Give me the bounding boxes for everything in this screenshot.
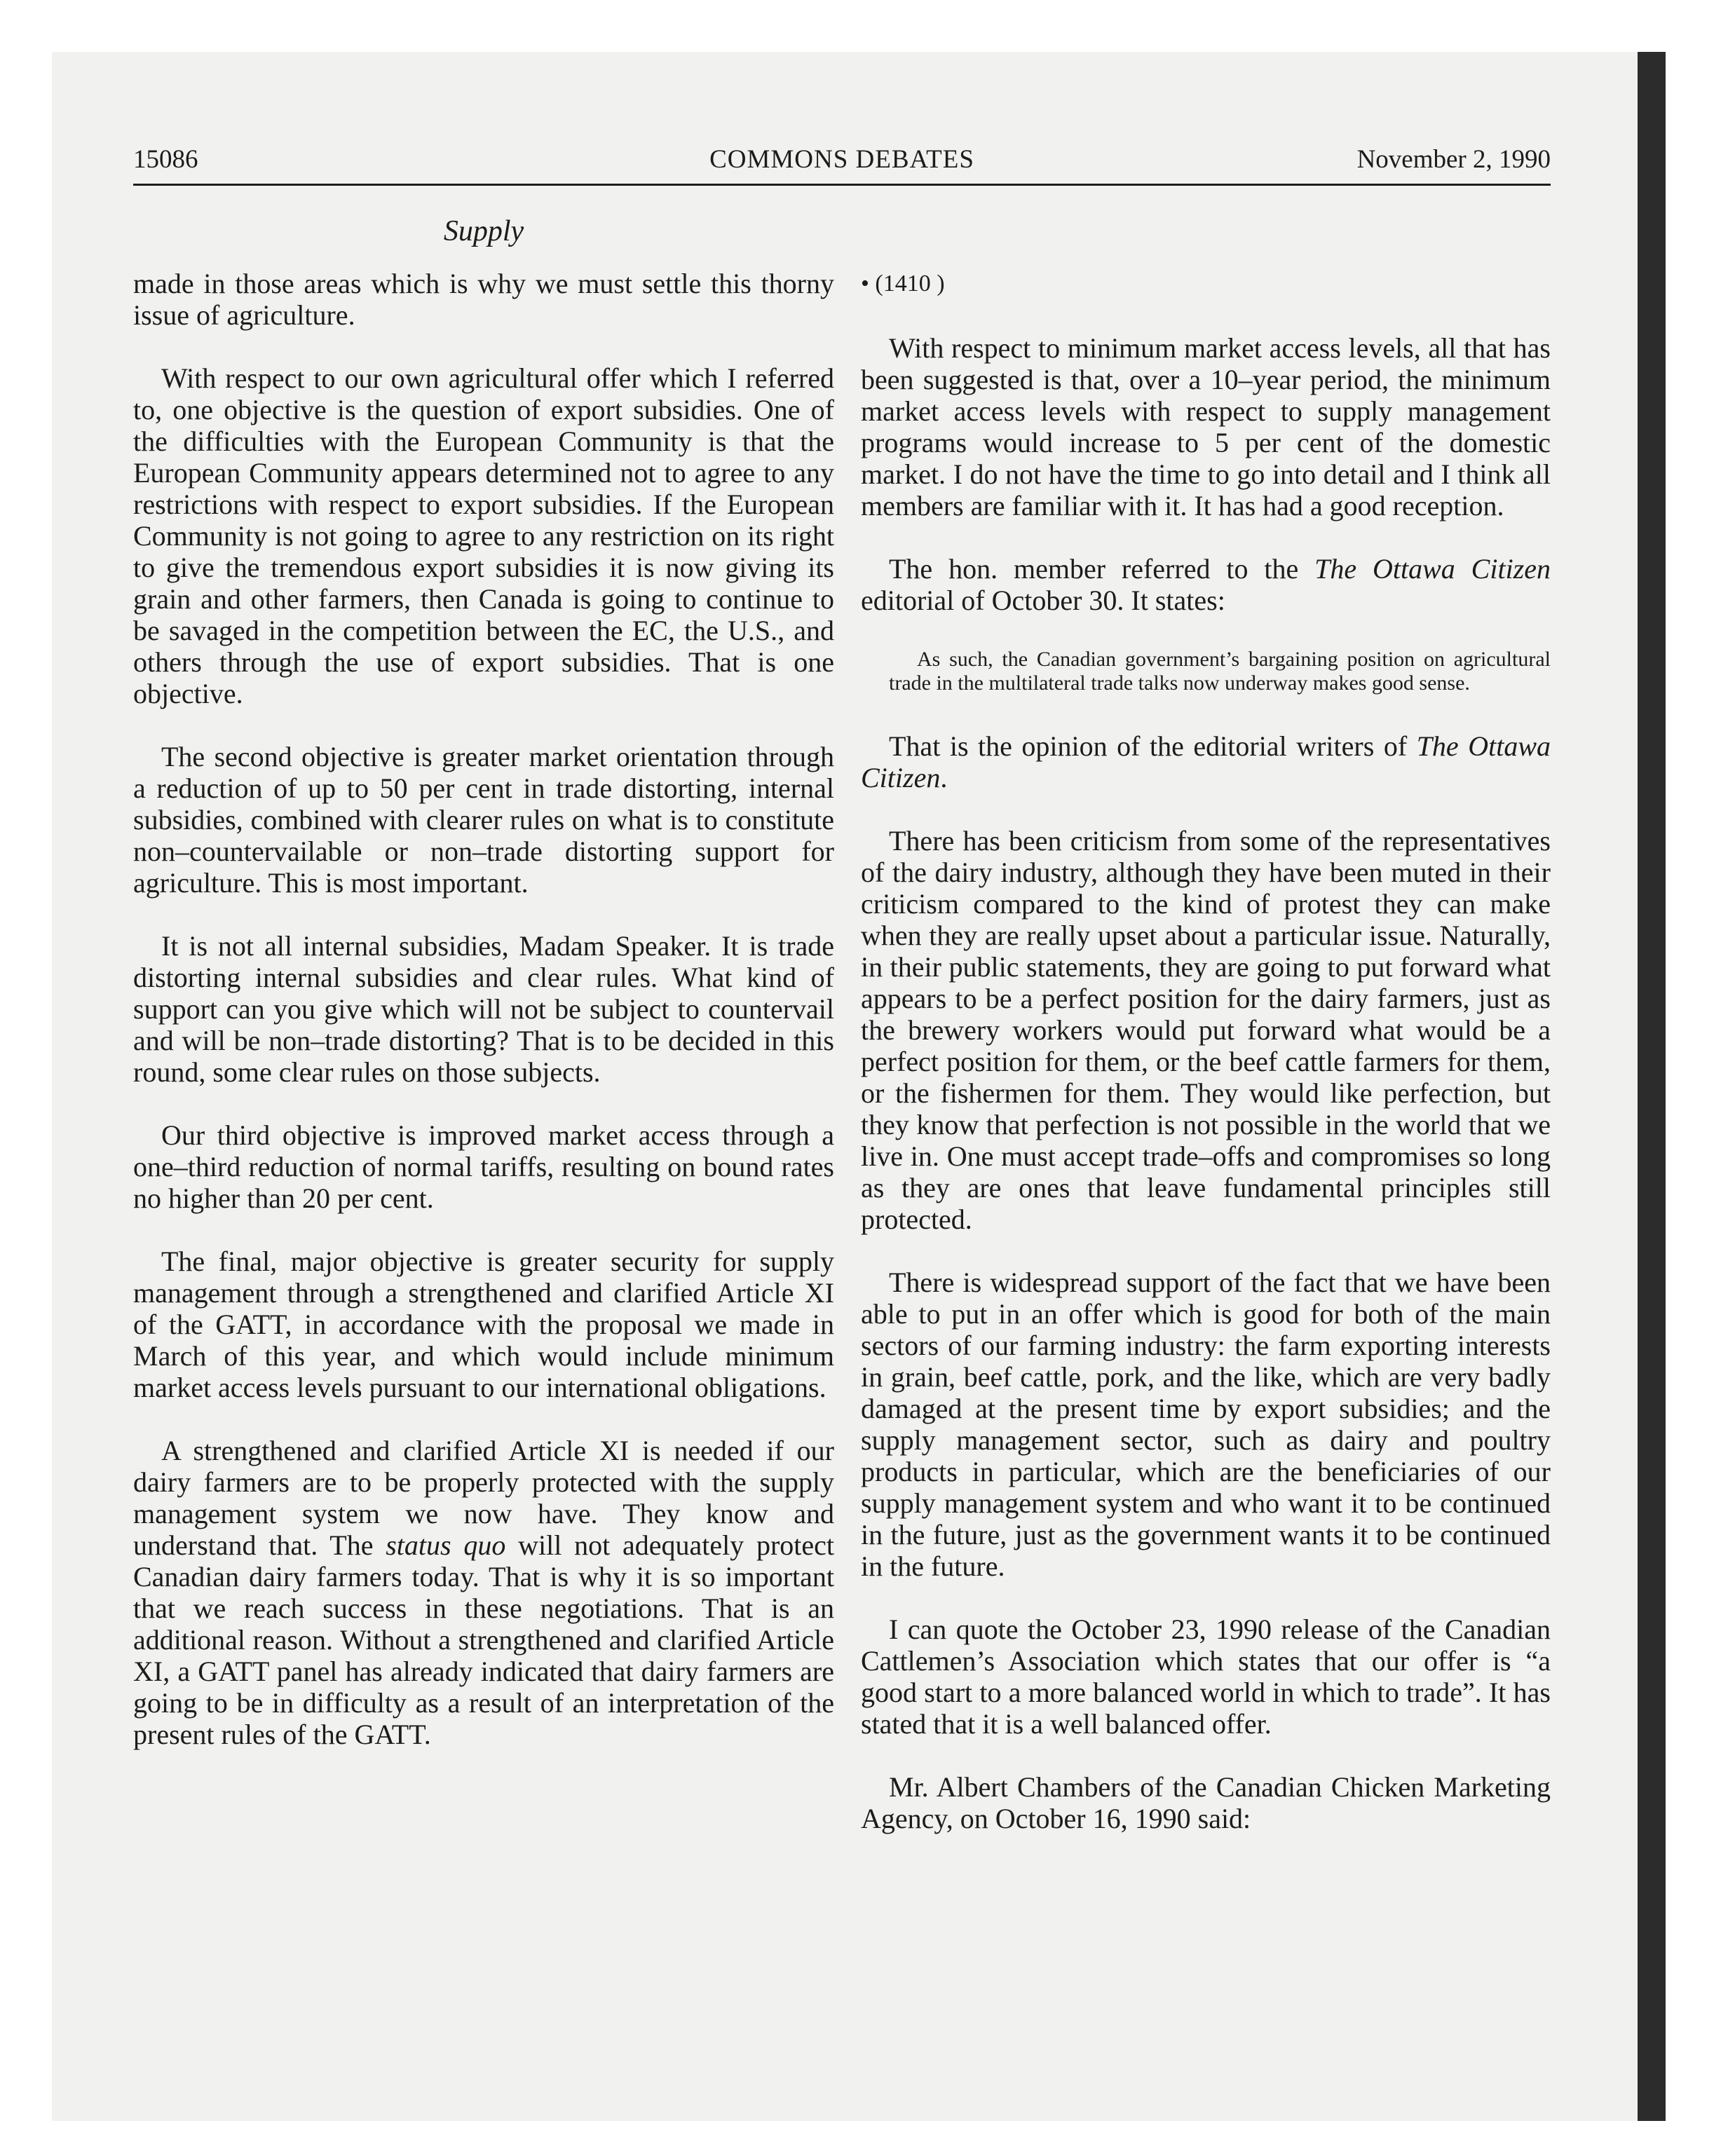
paragraph: Mr. Albert Chambers of the Canadian Chicken Marketing Agency, on October 16, 1990 said:	[861, 1771, 1551, 1834]
paragraph: The final, major objective is greater security for supply management through a strengthened and clarified Article XI of the GATT, in accordance with the proposal we made in March of this year, and which would include minimum market access levels pursuant to our international obligations.	[133, 1246, 834, 1403]
paragraph-text: The hon. member referred to the	[889, 553, 1315, 585]
paragraph: I can quote the October 23, 1990 release of the Canadian Cattlemen’s Association which states that our offer is “a good start to a more balanced world in which to trade”. It has stated that it is a well balanced offer.	[861, 1613, 1551, 1740]
paragraph: With respect to our own agricultural offer which I referred to, one objective is the question of export subsidies. One of the difficulties with the European Community is that the European Community appears determined not to agree to any restrictions with respect to export subsidies. If the European Community is not going to agree to any restriction on its right to give the tremendous export subsidies it is now giving its grain and other farmers, then Canada is going to continue to be savaged in the competition between the EC, the U.S., and others through the use of export subsidies. That is one objective.	[133, 362, 834, 709]
paragraph: With respect to minimum market access levels, all that has been suggested is that, over a 10–year period, the minimum market access levels with respect to supply management programs would increase to 5 per cent of the domestic market. I do not have the time to go into detail and I think all members are familiar with it. It has had a good reception.	[861, 332, 1551, 521]
newspaper-name: The Ottawa Citizen	[1314, 553, 1551, 585]
publication-title: COMMONS DEBATES	[709, 145, 974, 174]
scan-edge-shadow	[1638, 52, 1666, 2121]
paragraph: There is widespread support of the fact that we have been able to put in an offer which is good for both of the main sectors of our farming industry: the farm exporting interests in grain, beef cattle, pork, and the like, which are very badly damaged at the present time by export subsidies; and the supply management sector, such as dairy and poultry products in particular, which are the beneficiaries of our supply management system and who want it to be continued in the future, just as the government wants it to be continued in the future.	[861, 1267, 1551, 1582]
paragraph: made in those areas which is why we must settle this thorny issue of agriculture.	[133, 268, 834, 331]
paragraph: There has been criticism from some of the representatives of the dairy industry, although they have been muted in their criticism compared to the kind of protest they can make when they are really upset about a particular issue. Naturally, in their public statements, they are going to put forward what appears to be a perfect position for the dairy farmers, just as the brewery workers would put forward what would be a perfect position for them, or the beef cattle farmers for them, or the fishermen for them. They would like perfection, but they know that perfection is not possible in the world that we live in. One must accept trade–offs and compromises so long as they are ones that leave fundamental principles still protected.	[861, 825, 1551, 1235]
header-rule	[133, 184, 1551, 186]
italic-term: status quo	[386, 1529, 506, 1561]
paragraph	[861, 730, 1551, 793]
page-header	[133, 144, 1551, 186]
paragraph: Our third objective is improved market access through a one–third reduction of normal tariffs, resulting on bound rates no higher than 20 per cent.	[133, 1119, 834, 1214]
block-quote: As such, the Canadian government’s bargaining position on agricultural trade in the multilateral trade talks now underway makes good sense.	[889, 648, 1551, 695]
paragraph-text: editorial of October 30. It states:	[861, 585, 1225, 616]
paragraph: The second objective is greater market orientation through a reduction of up to 50 per cent in trade distorting, internal subsidies, combined with clearer rules on what is to constitute non–countervailable or non–trade distorting support for agriculture. This is most important.	[133, 741, 834, 899]
paragraph	[861, 553, 1551, 616]
page-number: 15086	[133, 145, 198, 174]
paragraph-text: A strengthened and clarified Article XI is needed if our dairy farmers are to be properly protected with the supply management system we now have. They know and understand that. The	[133, 1435, 834, 1561]
paragraph	[133, 1435, 834, 1750]
paragraph-text: That is the opinion of the editorial writers of	[889, 730, 1417, 762]
section-title: Supply	[443, 215, 524, 247]
page-date: November 2, 1990	[1356, 145, 1551, 174]
paragraph-text: will not adequately protect Canadian dairy farmers today. That is why it is so important that we reach success in these negotiations. That is an additional reason. Without a strengthened and clarified Article XI, a GATT panel has already indicated that dairy farmers are going to be in difficulty as a result of an interpretation of the present rules of the GATT.	[133, 1529, 835, 1750]
newspaper-name: The Ottawa Citizen	[861, 730, 1551, 793]
left-column	[133, 268, 834, 1782]
paragraph-text: .	[940, 762, 948, 793]
time-marker: • (1410 )	[861, 271, 945, 296]
paragraph: It is not all internal subsidies, Madam Speaker. It is trade distorting internal subsidies and clear rules. What kind of support can you give which will not be subject to countervail and will be non–trade distorting? That is to be decided in this round, some clear rules on those subjects.	[133, 930, 834, 1088]
right-column	[861, 268, 1551, 1866]
